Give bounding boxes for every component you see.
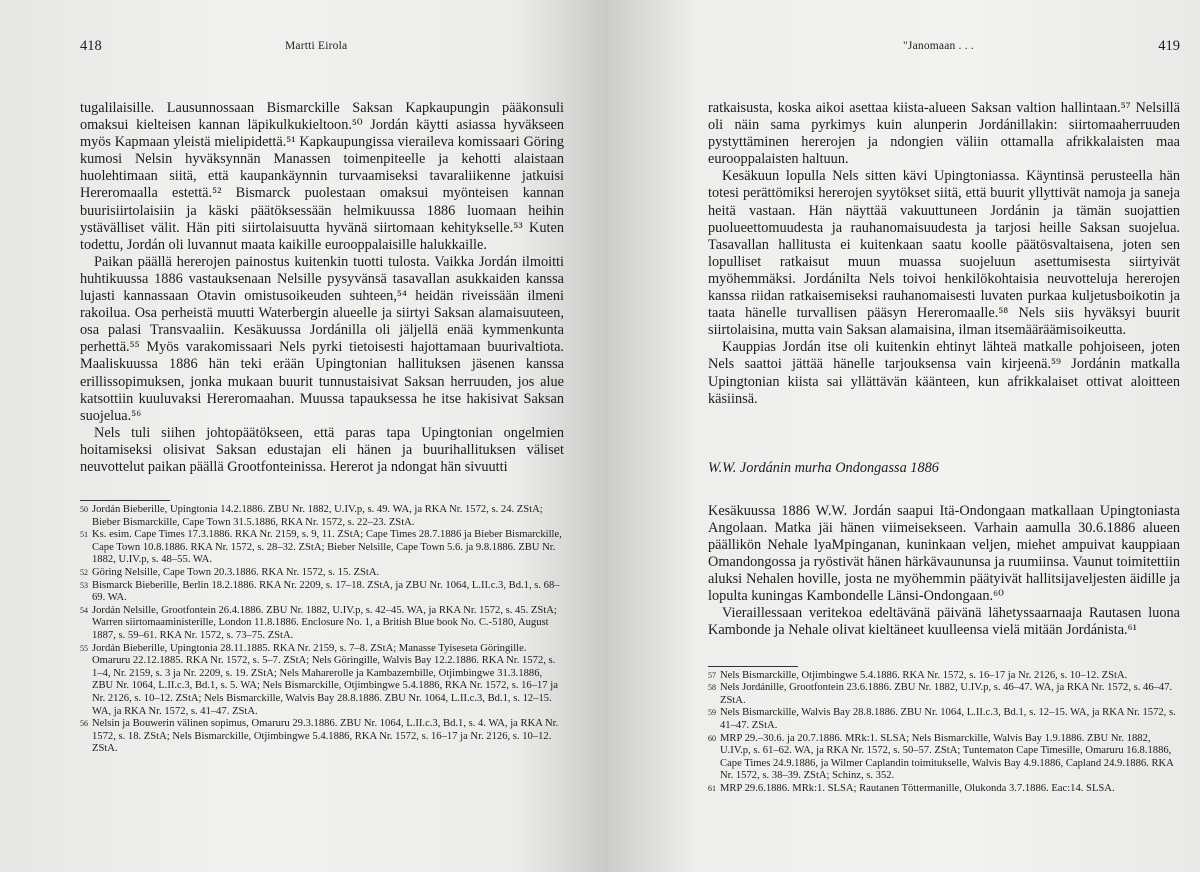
footnote [80, 718, 564, 756]
footnote [708, 707, 1180, 732]
page-number: 418 [80, 38, 102, 54]
footnote-number: 54 [80, 605, 88, 615]
footnote-text: Nels Jordánille, Grootfontein 23.6.1886. ZBU Nr. 1882, U.IV.p, s. 46–47. WA, ja RKA Nr. 1572, s. 46–47. ZStA. [720, 682, 1173, 706]
left-footnotes [80, 500, 564, 756]
footnote-number: 58 [708, 683, 716, 693]
paragraph: Kesäkuun lopulla Nels sitten kävi Upingtoniassa. Käyntinsä perusteella hän totesi perättömiksi hererojen syytökset siitä, että buurit yllyttivät namoja ja saneja heitä vastaan. Hän näyttää vakuuttuneen Jordánin ja tämän suojattien puolueettomuudesta ja rauhanomaisuudesta ja tarjosi heille Saksan suojelua. Tasavallan hallitusta ei kuitenkaan saatu koolle päätösvaltaisena, joten sen lopulliset ratkaisut muun muassa suojeluun asettumisesta siirtyivät myöhemmäksi. Jordánilta Nels toivoi henkilökohtaisia neuvotteluja hererojen kanssa riidan ratkaisemiseksi rauhanomaisesti luvaten purkaa kuljetusboikotin ja taata hänelle turvallisen pääsyn Hereromaalle.⁵⁸ Nels siis hyväksyi buurit siirtolaisina, mutta vain Saksan alamaisina, ilman itsemääräämisoikeutta. [708, 168, 1180, 339]
running-head: Martti Eirola [285, 40, 348, 52]
footnote-number: 51 [80, 530, 88, 540]
footnote [80, 567, 564, 580]
footnote-text: Göring Nelsille, Cape Town 20.3.1886. RKA Nr. 1572, s. 15. ZStA. [92, 567, 380, 579]
footnote-number: 52 [80, 568, 88, 578]
footnote-number: 61 [708, 783, 716, 793]
footnote [80, 529, 564, 567]
footnote-rule [708, 666, 798, 667]
footnote-number: 60 [708, 733, 716, 743]
footnote [80, 605, 564, 643]
footnote-text: Nels Bismarckille, Walvis Bay 28.8.1886. ZBU Nr. 1064, L.II.c.3, Bd.1, s. 12–15. WA, ja RKA Nr. 1572, s. 41–47. ZStA. [720, 707, 1176, 731]
paragraph: tugalilaisille. Lausunnossaan Bismarckille Saksan Kapkaupungin pääkonsuli omaksui kielteisen kannan läpikulkukieltoon.⁵⁰ Jordán käytti asiassa hyväkseen myös Kapmaan yleistä mielipidettä.⁵¹ Kapkaupungissa vieraileva komissaari Göring kumosi Nelsin hyväksynnän Manassen toimenpiteelle ja kehotti alaistaan huolehtimaan siitä, että kaupankäynnin turvaamiseksi tavaraliikenne jatkuisi Hereromaalla estettä.⁵² Bismarck puolestaan omaksui myönteisen kannan buurisiirtolaisiin ja käski päätöksessään helmikuussa 1886 luomaan heihin ystävälliset välit. Hän piti siirtolaisuutta hyvänä siirtomaan kehitykselle.⁵³ Kuten todettu, Jordán oli luvannut maata kaikille eurooppalaisille halukkaille. [80, 100, 564, 253]
right-page [608, 0, 1200, 872]
footnote-number: 59 [708, 708, 716, 718]
footnote [708, 682, 1180, 707]
footnote-rule [80, 500, 170, 501]
footnote-text: Jordán Nelsille, Grootfontein 26.4.1886. ZBU Nr. 1882, U.IV.p, s. 42–45. WA, ja RKA Nr. 1572, s. 45. ZStA; Warren siirtomaaministerille, London 11.8.1886. Enclosure No. 1, a British Blue book No. C.-5180, August 1887, s. 59–61. RKA Nr. 1572, s. 73–75. ZStA. [92, 604, 557, 641]
paragraph: Kesäkuussa 1886 W.W. Jordán saapui Itä-Ondongaan matkallaan Upingtoniasta Angolaan. Matka jäi hänen viimeisekseen. Varhain aamulla 30.6.1886 alueen päällikön Nehale lyaMpinganan, kuninkaan veljen, miehet ampuivat kauppiaan Omandongossa ja ryöstivät hänen härkävaununsa ja ruumiinsa. Vaunut toimitettiin aluksi Nehalen hoville, josta ne myöhemmin päätyivät hallitsijaveljesten äidille ja lopulta kuningas Kambondelle Länsi-Ondongaan.⁶⁰ [708, 502, 1180, 605]
footnote-number: 57 [708, 670, 716, 680]
footnote-text: Jordán Bieberille, Upingtonia 14.2.1886. ZBU Nr. 1882, U.IV.p, s. 49. WA, ja RKA Nr. 1572, s. 24. ZStA; Bieber Bismarckille, Cape Town 31.5.1886, RKA Nr. 1572, s. 22–23. ZStA. [92, 504, 543, 528]
footnote-text: Ks. esim. Cape Times 17.3.1886. RKA Nr. 2159, s. 9, 11. ZStA; Cape Times 28.7.1886 ja Bieber Bismarckille, Cape Town 10.8.1886. RKA Nr. 1572, s. 28–32. ZStA; Bieber Nelsille, Cape Town 5.6. ja 9.8.1886. ZBU Nr. 1882, U.IV.p, s. 48–55. WA. [92, 529, 562, 566]
page-number: 419 [1158, 38, 1180, 54]
footnote-text: MRP 29.–30.6. ja 20.7.1886. MRk:1. SLSA; Nels Bismarckille, Walvis Bay 1.9.1886. ZBU Nr. 1882, U.IV.p, s. 61–62. WA, ja RKA Nr. 1572, s. 50–57. ZStA; Tuntematon Cape Timesille, Omaruru 16.8.1886, Cape Times 24.9.1886, ja Wilmer Caplandin toimitukselle, Walvis Bay 4.9.1886, Capland 24.9.1886. RKA Nr. 1572, s. 38–39. ZStA; Schinz, s. 352. [720, 732, 1174, 782]
footnote [708, 733, 1180, 783]
right-body-text [708, 100, 1180, 640]
running-head: "Janomaan . . . [903, 40, 974, 52]
footnote-text: Nelsin ja Bouwerin välinen sopimus, Omaruru 29.3.1886. ZBU Nr. 1064, L.II.c.3, Bd.1, s. 4. WA, ja RKA Nr. 1572, s. 18. ZStA; Nels Bismarckille, Otjimbingwe 5.4.1886, RKA Nr. 1572, s. 16–17 ja Nr. 2126, s. 10–12. ZStA. [92, 718, 559, 755]
footnote [80, 580, 564, 605]
footnote-text: Jordán Bieberille, Upingtonia 28.11.1885. RKA Nr. 2159, s. 7–8. ZStA; Manasse Tyiseseta Göringille. Omaruru 22.12.1885. RKA Nr. 1572, s. 5–7. ZStA; Nels Göringille, Walvis Bay 12.2.1886. RKA Nr. 1572, s. 1–4, Nr. 2159, s. 3 ja Nr. 2209, s. 19. ZStA; Nels Maharerolle ja Kambazembille, Otjimbingwe 31.3.1886, ZBU Nr. 1064, L.II.c.3, Bd.1, s. 5. WA; Nels Bismarckille, Otjimbingwe 5.4.1886, RKA Nr. 1572, s. 16–17 ja Nr. 2126, s. 10–12. ZStA; Nels Bismarckille, Walvis Bay 28.8.1886. ZBU Nr. 1064, L.II.c.3, Bd.1, s. 12–15. WA, ja RKA Nr. 1572, s. 41–47. ZStA. [92, 642, 558, 717]
paragraph: Paikan päällä hererojen painostus kuitenkin tuotti tulosta. Vaikka Jordán ilmoitti huhtikuussa 1886 vastauksenaan Nelsille pysyvänsä tasavallan asukkaiden kanssa lujasti kannassaan Otavin omistusoikeuden suhteen,⁵⁴ heidän riveissään ilmeni rakoilua. Osa perheistä muutti Waterbergin alueelle ja siirtyi Saksan alamaisuuteen, osa palasi Transvaaliin. Kesäkuussa Jordánilla oli jäljellä enää kymmenkunta perhettä.⁵⁵ Myös varakomissaari Nels pyrki tietoisesti hajottamaan buurivaltiota. Maaliskuussa 1886 hän teki erään Upingtonian hallituksen jäsenen kanssa erillissopimuksen, jonka mukaan buurit tunnustaisivat Saksan herruuden, jos alue katsottiin kuuluvaksi Hereromaahan. Muussa tapauksessa he itse hakisivat Saksan suojelua.⁵⁶ [80, 253, 564, 424]
footnote [708, 670, 1180, 683]
footnote-number: 56 [80, 719, 88, 729]
footnote [708, 783, 1180, 796]
footnote-text: Bismarck Bieberille, Berlin 18.2.1886. RKA Nr. 2209, s. 17–18. ZStA, ja ZBU Nr. 1064, L.II.c.3, Bd.1, s. 68–69. WA. [92, 579, 560, 604]
footnote-text: MRP 29.6.1886. MRk:1. SLSA; Rautanen Töttermanille, Olukonda 3.7.1886. Eac:14. SLSA. [720, 782, 1115, 794]
footnote-number: 55 [80, 643, 88, 653]
footnote-number: 53 [80, 580, 88, 590]
paragraph: Vieraillessaan veritekoa edeltävänä päivänä lähetyssaarnaaja Rautasen luona Kambonde ja Nehale olivat kieltäneet kuulleensa vielä mitään Jordánista.⁶¹ [708, 605, 1180, 639]
footnote-number: 50 [80, 505, 88, 515]
section-heading: W.W. Jordánin murha Ondongassa 1886 [708, 459, 939, 476]
paragraph: ratkaisusta, koska aikoi asettaa kiista-alueen Saksan valtion hallintaan.⁵⁷ Nelsillä oli näin sama pyrkimys kuin alunperin Jordánillakin: siirtomaaherruuden pystyttäminen hererojen ja ndongien väliin ottamalla afrikkalaisten maa eurooppalaisten haltuun. [708, 100, 1180, 168]
paragraph: Kauppias Jordán itse oli kuitenkin ehtinyt lähteä matkalle pohjoiseen, joten Nels saattoi jättää hänelle tarjouksensa vain kirjeenä.⁵⁹ Jordánin matkalla Upingtonian kiista sai yllättävän käänteen, kun afrikkalaiset ottivat aloitteen käsiinsä. [708, 339, 1180, 407]
paragraph: Nels tuli siihen johtopäätökseen, että paras tapa Upingtonian ongelmien hoitamiseksi olisivat Saksan edustajan eli hänen ja buurihallituksen väliset neuvottelut paikan päällä Grootfonteinissa. Hererot ja ndongat hän sivuutti [80, 424, 564, 475]
footnote-text: Nels Bismarckille, Otjimbingwe 5.4.1886. RKA Nr. 1572, s. 16–17 ja Nr. 2126, s. 10–12. ZStA. [720, 669, 1128, 681]
footnote [80, 643, 564, 719]
right-footnotes [708, 666, 1180, 796]
footnote [80, 504, 564, 529]
left-body-text [80, 100, 564, 476]
right-page-header [708, 38, 1180, 60]
left-page-header [80, 38, 564, 60]
